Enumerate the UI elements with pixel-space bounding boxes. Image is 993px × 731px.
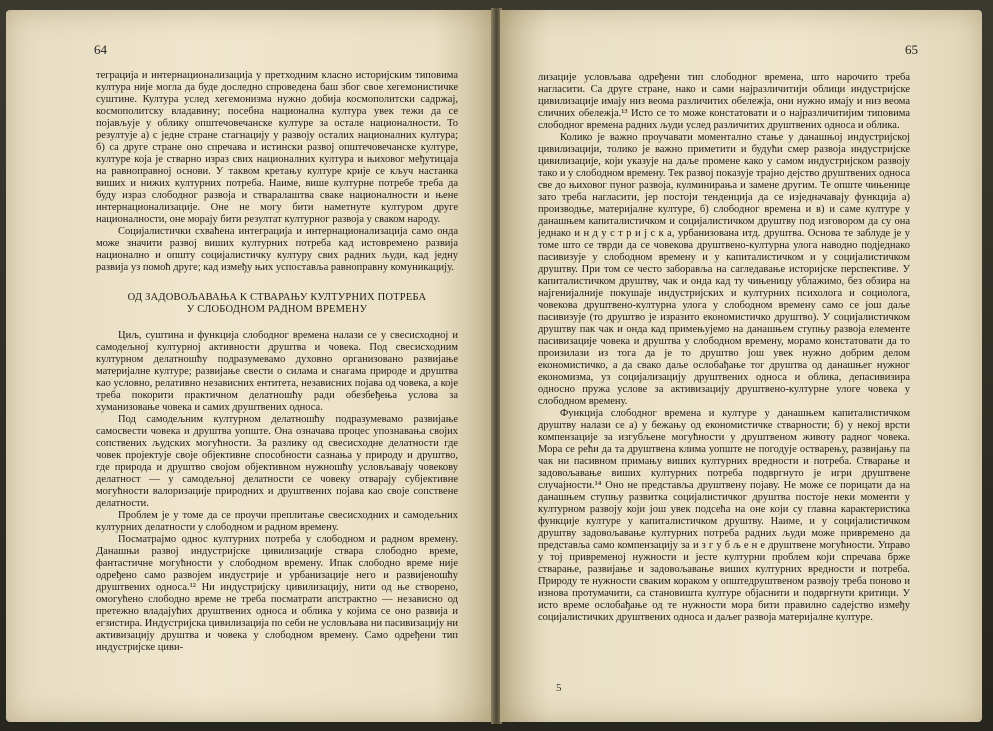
section-heading-line: У СЛОБОДНОМ РАДНОМ ВРЕМЕНУ (186, 304, 368, 315)
paragraph: Колико је важно проучавати моментално стање у данашњој индустријској цивилизацији, толико је важно приметити и будући смер развоја индустријске цивилизације, који указује на даље промене како у самом индустријском развоју тако и у слободном времену. Тек развој показује трајно дејство друштвених односа све до њиховог пуног развоја, кулминирања и замене другим. Те опште чињенице зато треба нагласити, јер постоји тенденција да се изједначавају функција а) производње, материјалне културе, б) слободног времена и в) и саме културе у данашњем капиталистичком и социјалистичком друштву под изговором да су она једнако и н д у с т р и ј с к а, урбанизована итд. друштва. Основа те заблуде је у томе што се тврди да се човекова друштвено-културна улога наводно подједнако пасивизује у слободном времену и у капиталистичком и у социјалистичком друштву. При том се често заборавља на сагледавање историјске перспективе. У капиталистичком друштву, чак и онда кад ту чињеницу ублажимо, без обзира на најгенијалније покушаје индустријских и културних психолога и социолога, човекова друштвено-културна улога у слободном времену само се још даље пасивизује (то друштво је изразито економистичко друштво). У социјалистичком друштву пак чак и онда кад примењујемо на данашњем ступњу развоја елементе пасивизације човека и друштва у слободном времену, морамо констатовати да то произилази из тога да је то друштво још увек нужно добрим делом економистичко, а да свако даље ослобађање тог друштва од данашњег нужног економизма, уз социјализацију друштвених односа и облика, депасивизира односно пружа услове за активизацију друштвено-културне улоге човека у слободном времену. (538, 132, 910, 407)
paragraph: Циљ, суштина и функција слободног времена налази се у свесисходној и самодељној културној активности друштва и човека. Под свесисходним културном делатношћу подразумевамо духовно организовано развијање материјалне културе; развијање свести о силама и снагама природе и друштва као условно, релативно независних ентитета, независних појава од човека, а које треба покорити практичном делатношћу ради обезбеђења услова за хуманизовање човека и самих друштвених односа. (96, 330, 458, 413)
section-heading-line: ОД ЗАДОВОЉАВАЊА К СТВАРАЊУ КУЛТУРНИХ ПОТРЕБА (127, 292, 427, 303)
paragraph: Посматрајмо однос културних потреба у слободном и радном времену. Данашњи развој индустријске цивилизације ствара слободно време, фантастичне могућности у слободном времену. Ипак слободно време није одређено само развојем индустрије и урбанизације него и развијеношћу друштвених односа.¹² Ни индустријску цивилизацију, нити од ње створено, омогућено слободно време не треба посматрати апстрактно — независно од претежно владајућих друштвених односа и облика у којима се оно развија и егзистира. Индустријска цивилизација по себи не условљава ни пасивизацију ни активизацију друштва и човека у слободном времену. Само одређени тип индустријске циви- (96, 534, 458, 653)
paragraph: лизације условљава одређени тип слободног времена, што нарочито треба нагласити. Са друге стране, нако и сами најразличитији облици индустријске цивилизације имају низ веома различитих обележја, они нужно имају и низ веома сличних обележја.¹³ Исто се то може констатовати и о најразличитијим типовима слободног времена радних људи услед различитих друштвених односа и облика. (538, 72, 910, 131)
paragraph: теграција и интернационализација у претходним класно историјским типовима култура није могла да буде доследно спроведена баш због свое хегемонистичке суштине. Култура услед хегемонизма нужно добија космополитски садржај, космополитску владавину; посебна национална култура увек тежи да се појављује у облику општечовечанске културе за остале националности. То резултује а) с једне стране стагнацију у развоју осталих националних култура; б) са друге стране оно спречава и истински развој општечовечанске културе, културе која је стварно израз свих националних култура и њиховог међутицаја на равноправној основи. У таквом кретању културе крије се кључ настанка виших и нижих културних потреба. Наиме, више културне потребе треба да буду израз слободног развоја и стваралаштва сваке националности и њене интернационализације. Оне не могу бити наметнуте културом друге националности, оне морају бити резултат културног развоја у сваком народу. (96, 70, 458, 225)
paragraph: Под самодељним културном делатношћу подразумевамо развијање самосвести човека и друштва уопште. Она означава процес упознавања својих сопствених људских могућности. За разлику од свесисходне делатности где човек пројектује своје објективне способности сазнања у природу и друштво, где природа и друштво својом објективном нужношћу условљавају човекову делатност — у самодељној делатности се човеку отварају субјективне могућности валоризације природних и друштвених појава као своје сопствене делатности. (96, 414, 458, 509)
paragraph: Проблем је у томе да се проучи преплитање свесисходних и самодељних културних делатности у слободном и радном времену. (96, 510, 458, 533)
right-page (500, 10, 982, 722)
signature-mark: 5 (556, 682, 562, 694)
left-page (6, 10, 493, 722)
left-page-body (96, 70, 458, 654)
right-page-body (538, 72, 910, 624)
section-heading (96, 292, 458, 316)
paragraph: Социјалистички схваћена интеграција и интернационализација само онда може значити развој виших културних потреба кад истовремено развија национално и општу социјалистичку културу свих радних људи, кад једну развија уз помоћ друге; кад између њих успоставља равноправну комуникацију. (96, 226, 458, 273)
left-page-number: 64 (94, 42, 107, 57)
right-page-number: 65 (905, 42, 918, 57)
paragraph: Функција слободног времена и културе у данашњем капиталистичком друштву налази се а) у бежању од економистичке стварности; б) у некој врсти компензације за изгубљене могућности у друштвеном животу радног човека. Мора се рећи да та друштвена клима уопште не погодује остварењу, развијању па чак ни пасивном примању виших културних вредности и потреба. Стварање и задовољавање виших културних потреба подвргнуто је игри друштвене случајности.¹⁴ Оно не представља друштвену појаву. Не може се порицати да на данашњем ступњу развитка социјалистичког друштва постоје неки моменти у културном развоју који још увек подсећа на оне који су главна карактеристика функције културе у капиталистичком друштву. Наиме, и у социјалистичком друштву задовољавање културних потреба радних људи може привремено да представља само компензацију за и з г у б љ е н е друштвене могућности. Управо у тој привременој нужности и јесте културни проблем који спречава брже стварање, развијање и задовољавање виших културних вредности и потреба. Природу те нужности сваким кораком у општедруштвеном развоју треба поново и изнова протумачити, са становишта културе објаснити и подвргнути критици. У исто време ослобађање од те нужности мора бити правилно садејство између социјалистичких друштвених односа и даљег развоја материјалне културе. (538, 408, 910, 623)
